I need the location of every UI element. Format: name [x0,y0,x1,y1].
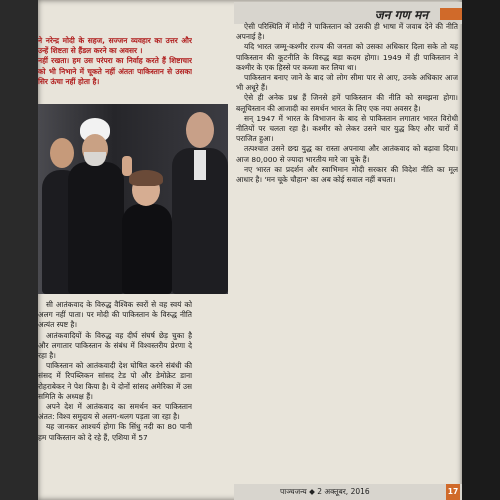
footer-publication: पाञ्चजन्य ◆ 2 अक्तूबर, 2016 [280,487,370,496]
paragraph: ऐसी परिस्थिति में मोदी ने पाकिस्तान को उसकी ही भाषा में जवाब देने की नीति अपनाई है। [236,22,458,42]
paragraph: ने नरेन्द्र मोदी के सहज, सज्जन व्यवहार का उत्तर और उन्हें शिष्टता से हैंडल करने का अवसर । [38,36,192,56]
paragraph: नहीं रखता। हम उस परंपरा का निर्वाह करते हैं शिष्टाचार को भी निभाने में चूकते नहीं अंततः पाकिस्तान से उसका सिर ऊंचा नहीं होता है। [38,56,192,86]
page-edge-shadow [462,0,500,500]
right-column [236,22,458,472]
person-figure-woman [116,142,176,294]
paragraph: नए भारत का प्रदर्शन और स्वाभिमान मोदी सरकार की विदेश नीति का मूल आधार है। 'मन चूके चौहान' का अब कोई सवाल नहीं बचता। [236,164,458,185]
paragraph: ऐसे ही अनेक प्रश्न हैं जिनसे हमें पाकिस्तान की नीति को समझना होगा। बलूचिस्तान की आजादी का समर्थन भारत के लिए एक नया अवसर है। [236,93,458,113]
paragraph: सन् 1947 में भारत के विभाजन के बाद से पाकिस्तान लगातार भारत विरोधी नीतियों पर चलता रहा है। कश्मीर को लेकर उसने चार युद्ध किए और चारों में पराजित हुआ। [236,113,458,144]
paragraph: तत्पश्चात उसने छद्म युद्ध का रास्ता अपनाया और आतंकवाद को बढ़ावा दिया। आज 80,000 से ज्यादा भारतीय मारे जा चुके हैं। [236,144,458,164]
page-footer [234,484,462,500]
left-column-bottom [38,300,192,478]
person-figure-right [172,106,228,294]
paragraph: यदि भारत जम्मू-कश्मीर राज्य की जनता को उसका अधिकार दिला सके तो यह पाकिस्तान की कूटनीति के विरुद्ध बड़ा कदम होगा। 1949 में ही पाकिस्तान ने कश्मीर के एक हिस्से पर कब्जा कर लिया था। [236,42,458,72]
magazine-page [38,0,462,500]
page-number: 17 [446,484,460,500]
paragraph: यह जानकर आश्चर्य होगा कि सिंधु नदी का 80 पानी हम पाकिस्तान को दे रहे हैं, एशिया में 57 [38,422,192,442]
left-column-top [38,36,192,98]
page-header [234,2,462,24]
news-photo [38,104,228,294]
header-accent-block [440,8,462,20]
paragraph: पाकिस्तान बनाए जाने के बाद जो लोग सीमा पार से आए, उनके अधिकार आज भी अधूरे हैं। [236,73,458,93]
paragraph: पाकिस्तान को आतंकवादी देश घोषित करने संबंधी की संसद में रिपब्लिकन सांसद टेड पो और डेमोक्रेट डाना रोहराबेकर ने पेश किया है। ये दोनों सांसद अमेरिका में उस समिति के अध्यक्ष हैं। [38,361,192,401]
paragraph: सी आतंकवाद के विरुद्ध वैश्विक स्वरों से वह स्वयं को अलग नहीं पाता। पर मोदी की पाकिस्तान के विरुद्ध नीति अत्यंत स्पष्ट है। [38,300,192,330]
header-title: जन गण मन [374,8,428,22]
paragraph: अपने देश में आतंकवाद का समर्थन कर पाकिस्तान अंतत: विश्व समुदाय से अलग-थलग पड़ता जा रहा है। [38,402,192,422]
paragraph: आतंकवादियों के विरुद्ध वह दीर्घ संघर्ष छेड़ चुका है और लगातार पाकिस्तान के संबंध में विश्वस्तरीय प्रेरणा दे रहा है। [38,330,192,361]
